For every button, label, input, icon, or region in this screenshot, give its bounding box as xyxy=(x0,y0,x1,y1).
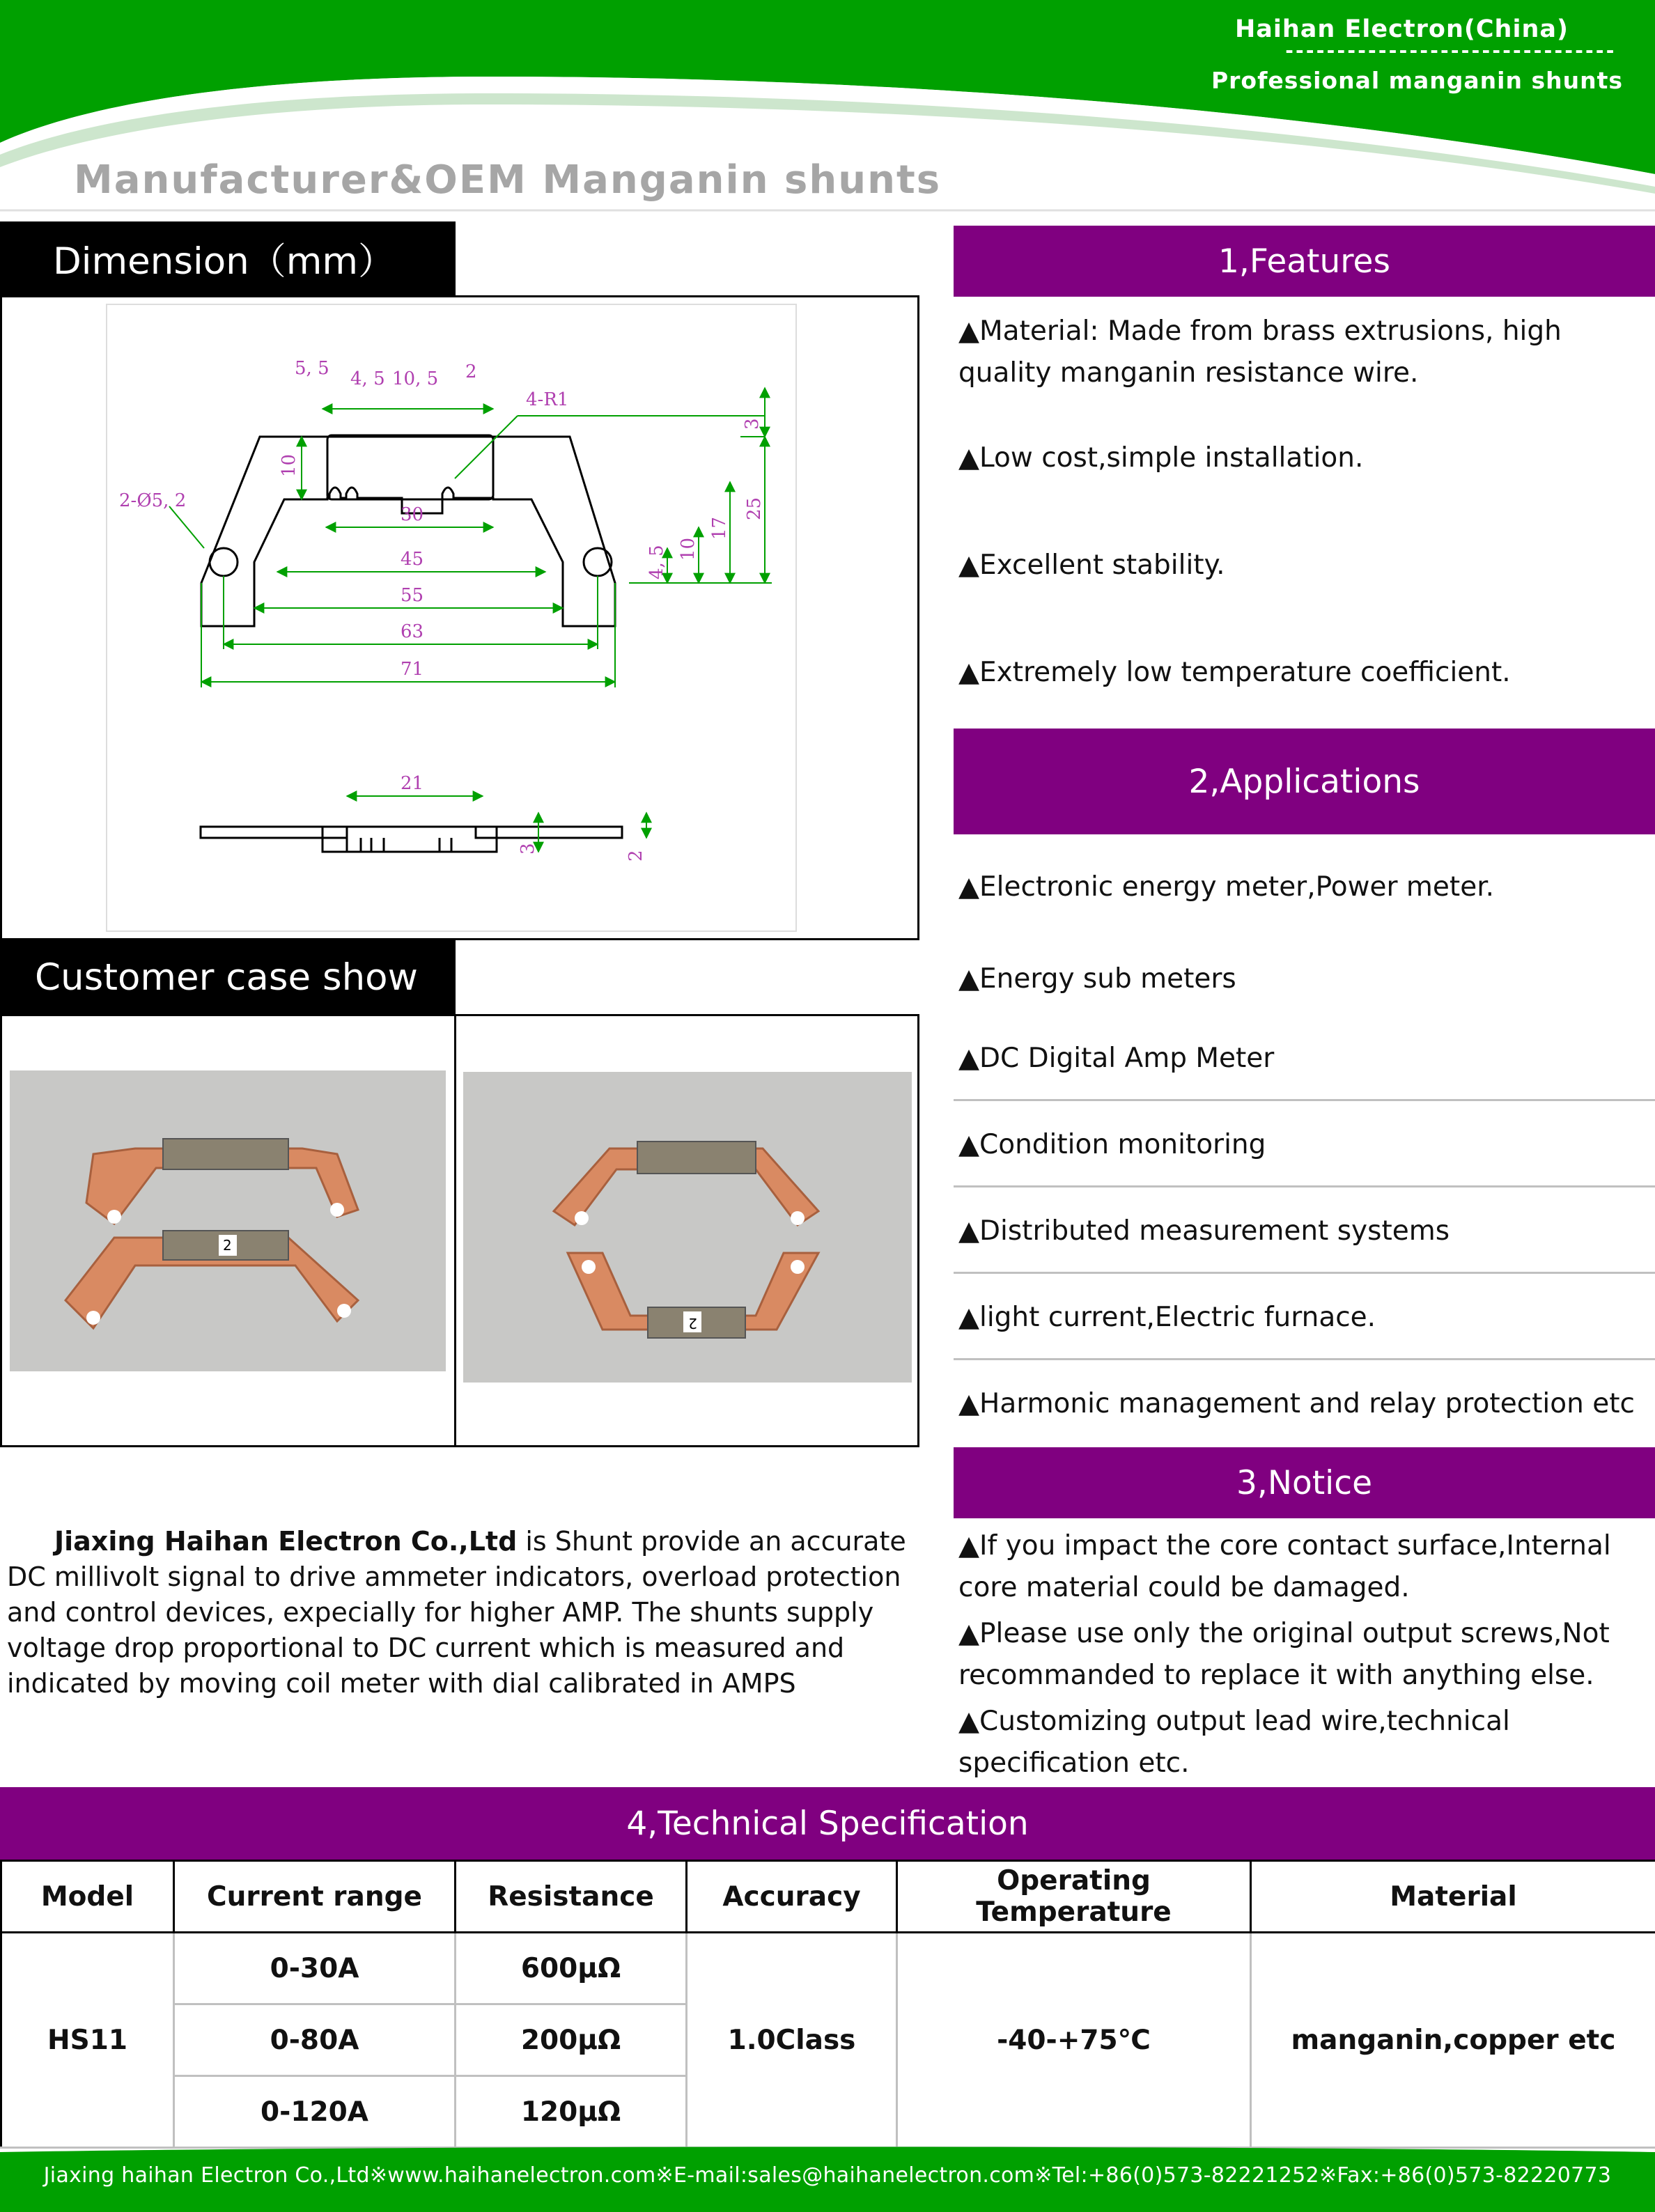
dim-label-3b: 3 xyxy=(518,843,538,855)
feature-item: ▲Extremely low temperature coefficient. xyxy=(958,657,1511,688)
dim-label-2b: 2 xyxy=(626,850,646,862)
intro-text: is Shunt provide an accurate DC millivolt signal to drive ammeter indicators, overload protection and control devices, expecially for higher AMP. The shunts supply voltage drop proportional to DC current which is measured and indicated by moving coil meter with dial calibrated in AMPS xyxy=(7,1526,906,1699)
divider xyxy=(954,1358,1655,1360)
application-item: ▲Condition monitoring xyxy=(958,1129,1266,1160)
divider xyxy=(954,1099,1655,1101)
spec-current: 0-30A xyxy=(174,1933,456,2004)
company-intro xyxy=(7,1524,912,1701)
features-heading: 1,Features xyxy=(954,226,1655,297)
spec-col-temperature: Operating Temperature xyxy=(897,1861,1251,1933)
feature-item: ▲Low cost,simple installation. xyxy=(958,442,1364,474)
case-photo-left xyxy=(10,1070,446,1371)
company-name: Haihan Electron(China) xyxy=(1234,15,1569,43)
dim-label-5-5: 5, 5 xyxy=(295,358,329,379)
intro-company: Jiaxing Haihan Electron Co.,Ltd xyxy=(54,1526,518,1557)
dim-label-63: 63 xyxy=(401,621,424,642)
customer-case-box xyxy=(0,1014,919,1447)
spec-col-material: Material xyxy=(1251,1861,1655,1933)
notice-item: ▲Customizing output lead wire,technical specification etc. xyxy=(958,1706,1510,1779)
spec-temperature: -40-+75℃ xyxy=(897,1933,1251,2148)
application-item: ▲Energy sub meters xyxy=(958,963,1236,995)
application-item: ▲light current,Electric furnace. xyxy=(958,1302,1376,1333)
dim-label-17: 17 xyxy=(709,516,730,540)
dim-label-25: 25 xyxy=(744,497,765,520)
spec-current: 0-120A xyxy=(174,2076,456,2148)
spec-material: manganin,copper etc xyxy=(1251,1933,1655,2148)
divider xyxy=(954,1185,1655,1187)
dim-label-45: 45 xyxy=(401,549,424,570)
dim-label-4-r1: 4-R1 xyxy=(526,389,569,410)
feature-item: ▲Excellent stability. xyxy=(958,550,1225,581)
applications-heading: 2,Applications xyxy=(954,729,1655,834)
dimension-heading: Dimension（mm） xyxy=(0,221,456,295)
table-row xyxy=(1,1933,1655,2004)
spec-resistance: 120μΩ xyxy=(456,2076,687,2148)
footer-contact: Jiaxing haihan Electron Co.,Ltd※www.haihanelectron.com※E-mail:sales@haihanelectron.com※Tel:+86(0)573-82221252※Fax:+86(0)573-82220773 xyxy=(43,2163,1612,2188)
dim-label-3: 3 xyxy=(742,418,763,430)
tagline: Professional manganin shunts xyxy=(1211,67,1623,94)
dim-label-71: 71 xyxy=(401,659,424,680)
dim-label-hole: 2-Ø5, 2 xyxy=(119,490,187,511)
dim-label-10b: 10 xyxy=(678,537,699,561)
spec-col-model: Model xyxy=(1,1861,174,1933)
dim-label-4-5b: 4, 5 xyxy=(646,545,667,579)
spec-header-row xyxy=(1,1861,1655,1933)
case-divider xyxy=(454,1016,456,1445)
spec-current: 0-80A xyxy=(174,2004,456,2076)
dim-label-55: 55 xyxy=(401,585,424,606)
notice-heading: 3,Notice xyxy=(954,1447,1655,1518)
customer-case-heading: Customer case show xyxy=(0,940,456,1014)
application-item: ▲Electronic energy meter,Power meter. xyxy=(958,871,1495,903)
dim-label-10: 10 xyxy=(279,453,300,477)
case-tag-right: 2 xyxy=(688,1315,697,1332)
application-item: ▲Distributed measurement systems xyxy=(958,1215,1450,1247)
spec-col-resistance: Resistance xyxy=(456,1861,687,1933)
headline: Manufacturer&OEM Manganin shunts xyxy=(74,157,942,203)
dimension-drawing-box xyxy=(0,295,919,940)
dimension-drawing xyxy=(2,297,917,938)
notice-item: ▲Please use only the original output screws,Not recommanded to replace it with anything else. xyxy=(958,1618,1610,1691)
feature-item: ▲Material: Made from brass extrusions, high quality manganin resistance wire. xyxy=(958,316,1562,389)
notice-item: ▲If you impact the core contact surface,Internal core material could be damaged. xyxy=(958,1530,1611,1603)
case-photo-right xyxy=(463,1072,912,1382)
spec-col-accuracy: Accuracy xyxy=(687,1861,897,1933)
spec-resistance: 200μΩ xyxy=(456,2004,687,2076)
dim-label-4-5: 4, 5 xyxy=(350,368,385,389)
spec-col-current: Current range xyxy=(174,1861,456,1933)
spec-model: HS11 xyxy=(1,1933,174,2148)
dim-label-10-5: 10, 5 xyxy=(392,368,439,389)
spec-table xyxy=(0,1860,1655,2149)
dim-label-2: 2 xyxy=(465,361,477,382)
header-divider: -------------------------------- xyxy=(1283,39,1615,62)
spec-heading: 4,Technical Specification xyxy=(0,1787,1655,1860)
dim-label-30: 30 xyxy=(401,504,424,525)
spec-accuracy: 1.0Class xyxy=(687,1933,897,2148)
dim-label-21: 21 xyxy=(401,773,424,794)
divider xyxy=(954,1272,1655,1274)
case-tag-left: 2 xyxy=(223,1237,232,1254)
spec-resistance: 600μΩ xyxy=(456,1933,687,2004)
application-item: ▲Harmonic management and relay protection etc xyxy=(958,1388,1635,1419)
application-item: ▲DC Digital Amp Meter xyxy=(958,1043,1275,1074)
